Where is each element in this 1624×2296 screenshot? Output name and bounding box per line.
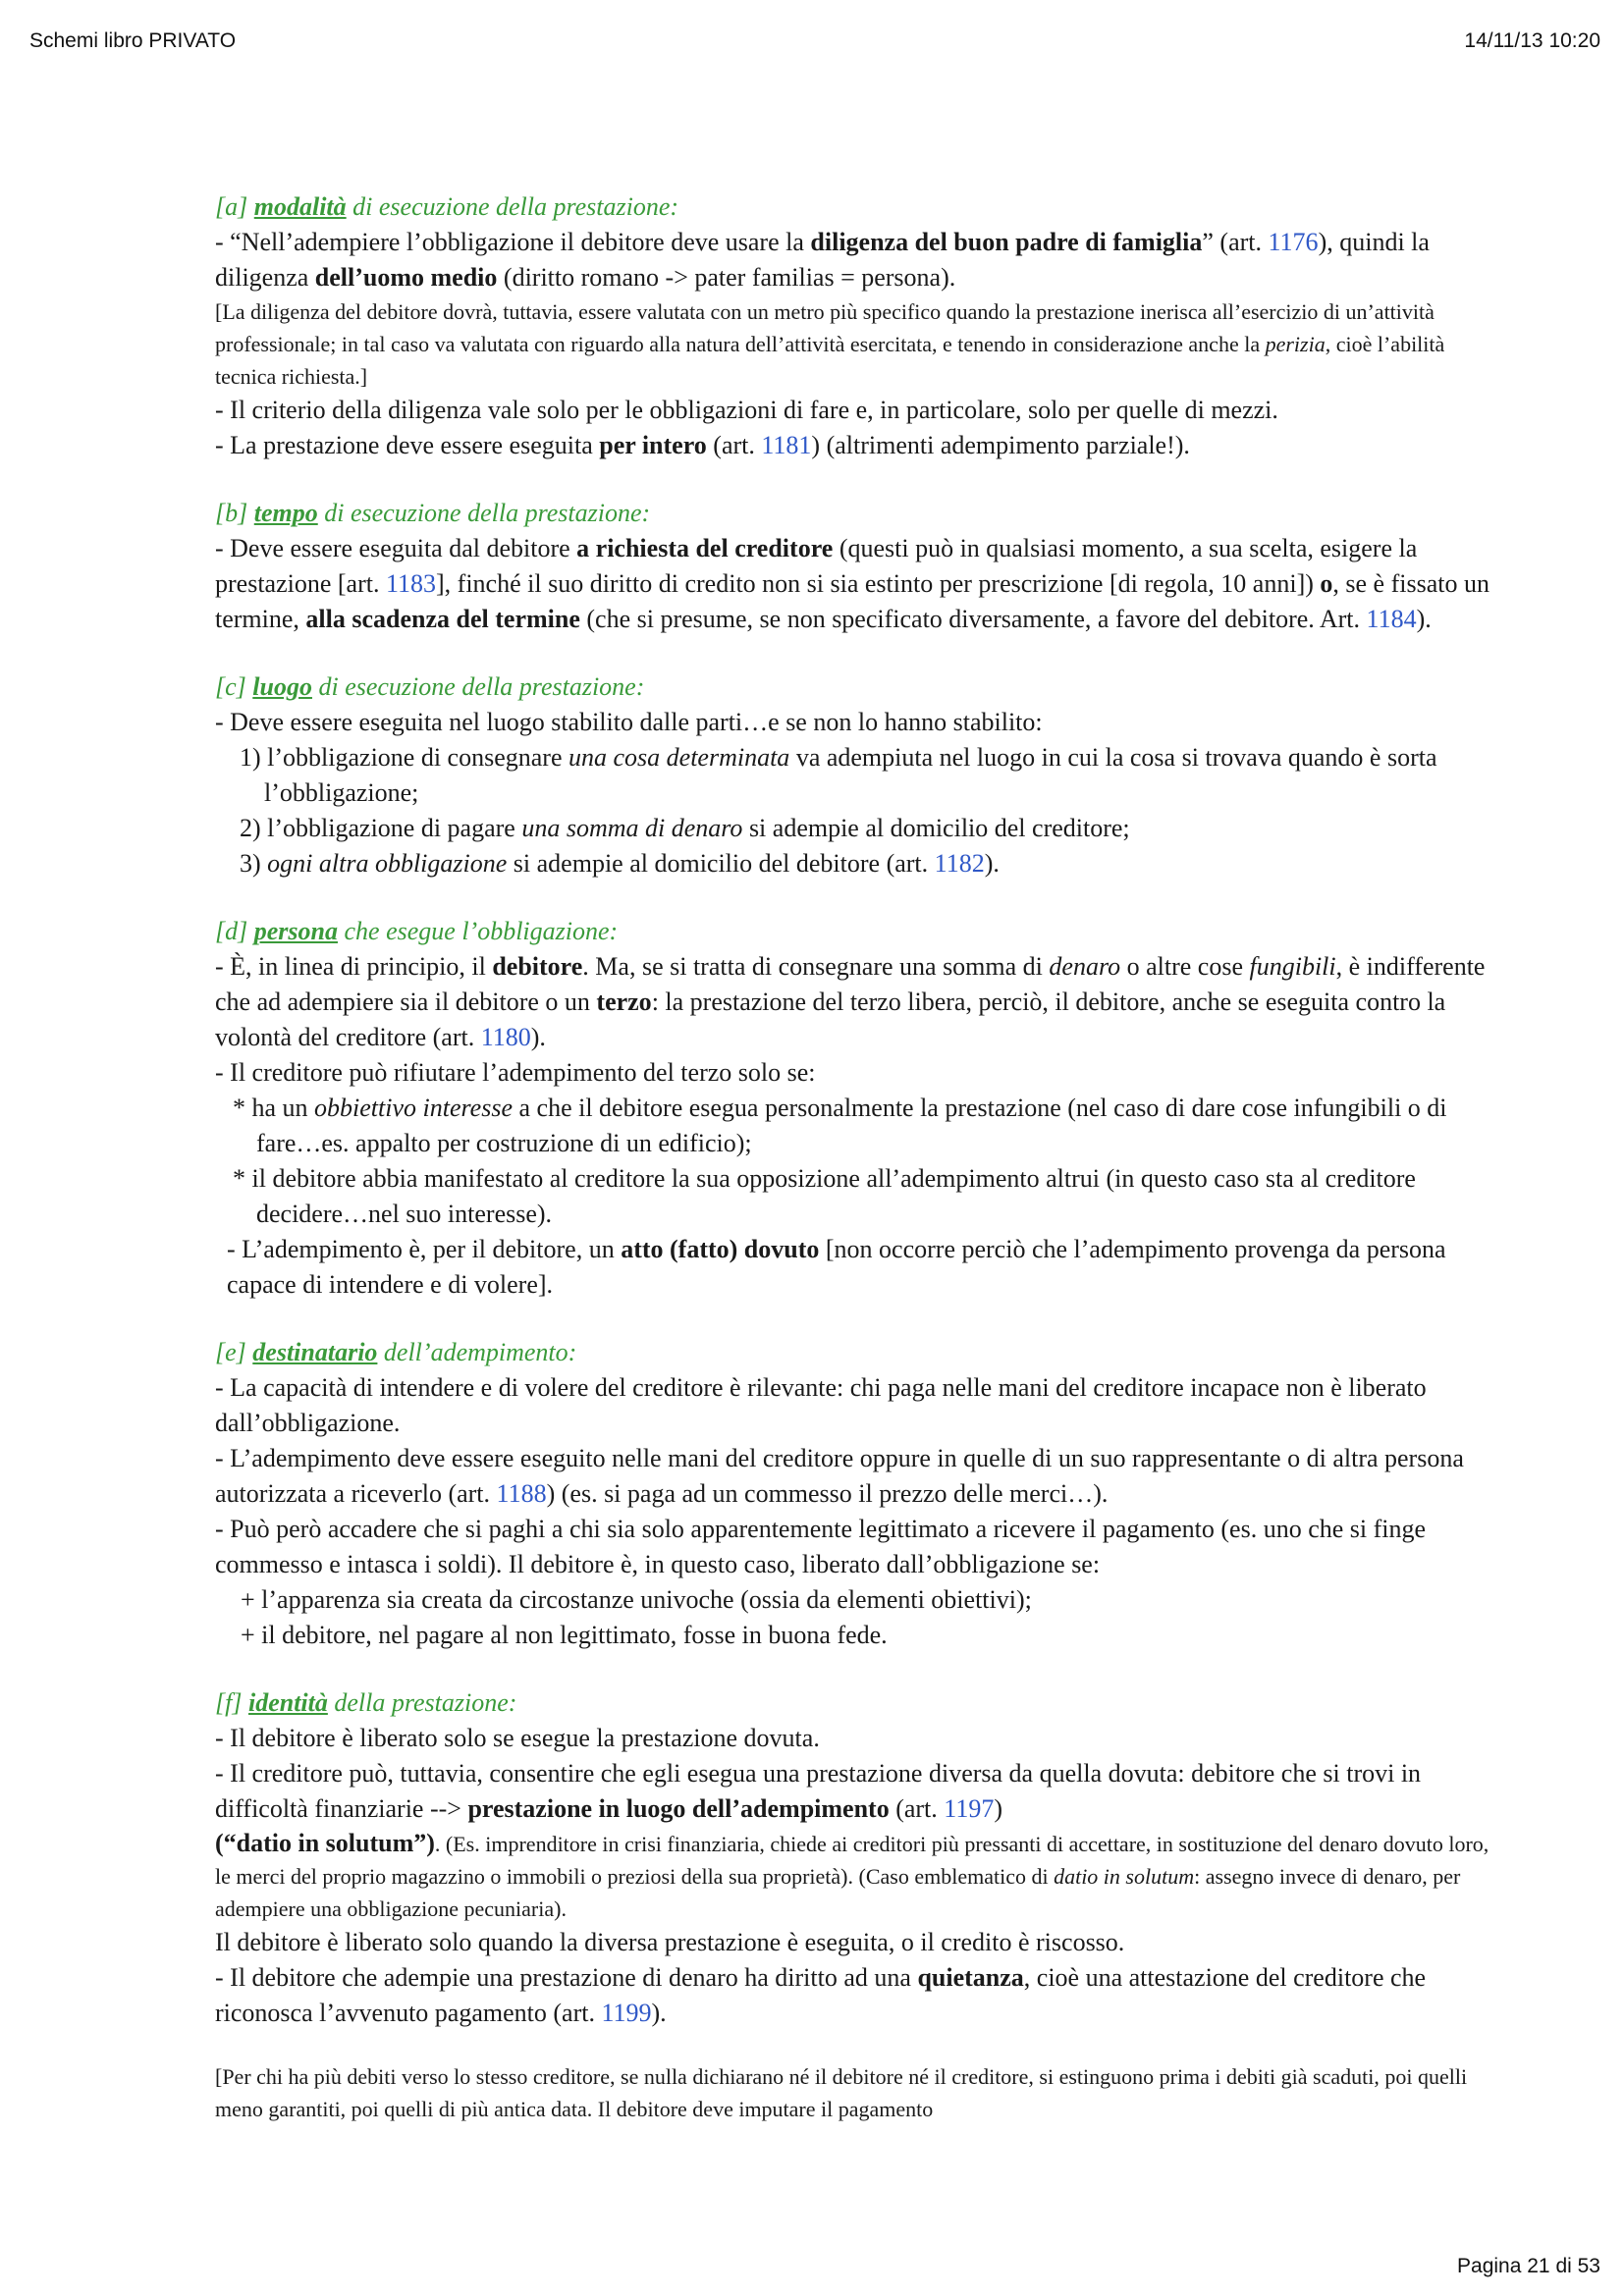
paragraph: - Deve essere eseguita dal debitore a richiesta del creditore (questi può in qualsiasi momento, a sua scelta, esigere la prestazione [art. 1183], finché il suo diritto di credito non si sia estinto per prescrizione [di regola, 10 anni]) o, se è fissato un termine, alla scadenza del termine (che si presume, se non specificato diversamente, a favore del debitore. Art. 1184). <box>215 534 1489 633</box>
article-ref: 1183 <box>385 569 437 598</box>
section-keyword: tempo <box>253 499 318 527</box>
list-item: 1) l’obbligazione di consegnare una cosa determinata va adempiuta nel luogo in cui la cosa si trovava quando è sorta l’obbligazione; <box>240 743 1437 807</box>
article-ref: 1176 <box>1268 228 1319 256</box>
article-ref: 1199 <box>601 1999 652 2027</box>
section-e-destinatario <box>215 1335 1491 1653</box>
article-ref: 1184 <box>1366 605 1417 633</box>
section-c-luogo <box>215 669 1491 881</box>
paragraph: - Il criterio della diligenza vale solo per le obbligazioni di fare e, in particolare, solo per quelle di mezzi. <box>215 396 1278 424</box>
list-item: + il debitore, nel pagare al non legittimato, fosse in buona fede. <box>241 1621 888 1649</box>
list-item: 3) ogni altra obbligazione si adempie al domicilio del debitore (art. 1182). <box>240 849 1000 878</box>
article-ref: 1180 <box>480 1023 531 1051</box>
list-item: + l’apparenza sia creata da circostanze univoche (ossia da elementi obiettivi); <box>241 1585 1032 1614</box>
print-datetime: 14/11/13 10:20 <box>1464 29 1600 52</box>
section-heading <box>215 1685 1491 1721</box>
section-heading-rest: dell’adempimento: <box>377 1338 577 1366</box>
article-ref: 1181 <box>761 431 812 459</box>
section-f-identita <box>215 1685 1491 2031</box>
section-marker: [f] <box>215 1688 243 1717</box>
section-marker: [a] <box>215 192 248 221</box>
section-heading <box>215 496 1491 531</box>
paragraph: - Deve essere eseguita nel luogo stabilito dalle parti…e se non lo hanno stabilito: <box>215 708 1043 736</box>
paragraph: Il debitore è liberato solo quando la diversa prestazione è eseguita, o il credito è riscosso. <box>215 1928 1125 1956</box>
section-marker: [d] <box>215 917 248 945</box>
list-item: * ha un obbiettivo interesse a che il debitore esegua personalmente la prestazione (nel caso di dare cose infungibili o di fare…es. appalto per costruzione di un edificio); <box>233 1094 1447 1157</box>
paragraph: - Il debitore che adempie una prestazione di denaro ha diritto ad una quietanza, cioè una attestazione del creditore che riconosca l’avvenuto pagamento (art. 1199). <box>215 1963 1427 2027</box>
section-keyword: modalità <box>253 192 347 221</box>
section-heading-rest: della prestazione: <box>327 1688 517 1717</box>
article-ref: 1188 <box>496 1479 547 1508</box>
section-heading <box>215 914 1491 949</box>
paragraph: - Il creditore può rifiutare l’adempimento del terzo solo se: <box>215 1058 816 1087</box>
document-title: Schemi libro PRIVATO <box>29 29 237 52</box>
section-marker: [b] <box>215 499 248 527</box>
paragraph: - “Nell’adempiere l’obbligazione il debitore deve usare la diligenza del buon padre di famiglia” (art. 1176), quindi la diligenza dell’uomo medio (diritto romano -> pater familias = persona). <box>215 228 1430 292</box>
section-heading <box>215 1335 1491 1370</box>
section-marker: [c] <box>215 672 246 701</box>
paragraph: - La capacità di intendere e di volere del creditore è rilevante: chi paga nelle mani del creditore incapace non è liberato dall’obbligazione. <box>215 1373 1427 1437</box>
section-a-modalita <box>215 189 1491 463</box>
section-heading-rest: di esecuzione della prestazione: <box>311 672 645 701</box>
section-keyword: persona <box>253 917 338 945</box>
note-paragraph: [La diligenza del debitore dovrà, tuttavia, essere valutata con un metro più specifico quando la prestazione inerisca all’esercizio di un’attività professionale; in tal caso va valutata con riguardo alla natura dell’attività esercitata, e tenendo in considerazione anche la perizia, cioè l’abilità tecnica richiesta.] <box>215 299 1445 389</box>
section-heading-rest: che esegue l’obbligazione: <box>338 917 619 945</box>
paragraph: - L’adempimento è, per il debitore, un atto (fatto) dovuto [non occorre perciò che l’adempimento provenga da persona capace di intendere e di volere]. <box>227 1235 1446 1299</box>
note-paragraph: (“datio in solutum”). (Es. imprenditore in crisi finanziaria, chiede ai creditori più pressanti di accettare, in sostituzione del denaro dovuto loro, le merci del proprio magazzino o immobili o preziosi della sua proprietà). (Caso emblematico di datio in solutum: assegno invece di denaro, per adempiere una obbligazione pecuniaria). <box>215 1829 1489 1921</box>
section-heading-rest: di esecuzione della prestazione: <box>317 499 651 527</box>
section-d-persona <box>215 914 1491 1303</box>
section-keyword: destinatario <box>252 1338 378 1366</box>
section-heading <box>215 189 1491 225</box>
paragraph: - È, in linea di principio, il debitore. Ma, se si tratta di consegnare una somma di denaro o altre cose fungibili, è indifferente che ad adempiere sia il debitore o un terzo: la prestazione del terzo libera, perciò, il debitore, anche se eseguita contro la volontà del creditore (art. 1180). <box>215 952 1486 1051</box>
section-heading <box>215 669 1491 705</box>
paragraph: - La prestazione deve essere eseguita per intero (art. 1181) (altrimenti adempimento parziale!). <box>215 431 1190 459</box>
section-keyword: luogo <box>252 672 312 701</box>
paragraph: - Il creditore può, tuttavia, consentire che egli esegua una prestazione diversa da quella dovuta: debitore che si trovi in difficoltà finanziarie --> prestazione in luogo dell’adempimento (art. 1197) <box>215 1759 1422 1823</box>
article-ref: 1182 <box>934 849 985 878</box>
section-marker: [e] <box>215 1338 246 1366</box>
page-content <box>215 189 1491 2125</box>
list-item: * il debitore abbia manifestato al creditore la sua opposizione all’adempimento altrui (in questo caso sta al creditore decidere…nel suo interesse). <box>233 1164 1416 1228</box>
closing-note: [Per chi ha più debiti verso lo stesso creditore, se nulla dichiarano né il debitore né il creditore, si estinguono prima i debiti già scaduti, poi quelli meno garantiti, poi quelli di più antica data. Il debitore deve imputare il pagamento <box>215 2064 1468 2121</box>
section-b-tempo <box>215 496 1491 637</box>
paragraph: - L’adempimento deve essere eseguito nelle mani del creditore oppure in quelle di un suo rappresentante o di altra persona autorizzata a riceverlo (art. 1188) (es. si paga ad un commesso il prezzo delle merci…). <box>215 1444 1464 1508</box>
paragraph: - Può però accadere che si paghi a chi sia solo apparentemente legittimato a ricevere il pagamento (es. uno che si finge commesso e intasca i soldi). Il debitore è, in questo caso, liberato dall’obbligazione se: <box>215 1515 1427 1578</box>
section-keyword: identità <box>247 1688 328 1717</box>
paragraph: - Il debitore è liberato solo se esegue la prestazione dovuta. <box>215 1724 820 1752</box>
list-item: 2) l’obbligazione di pagare una somma di denaro si adempie al domicilio del creditore; <box>240 814 1130 842</box>
page-number: Pagina 21 di 53 <box>1457 2255 1600 2277</box>
section-heading-rest: di esecuzione della prestazione: <box>346 192 679 221</box>
article-ref: 1197 <box>944 1794 995 1823</box>
